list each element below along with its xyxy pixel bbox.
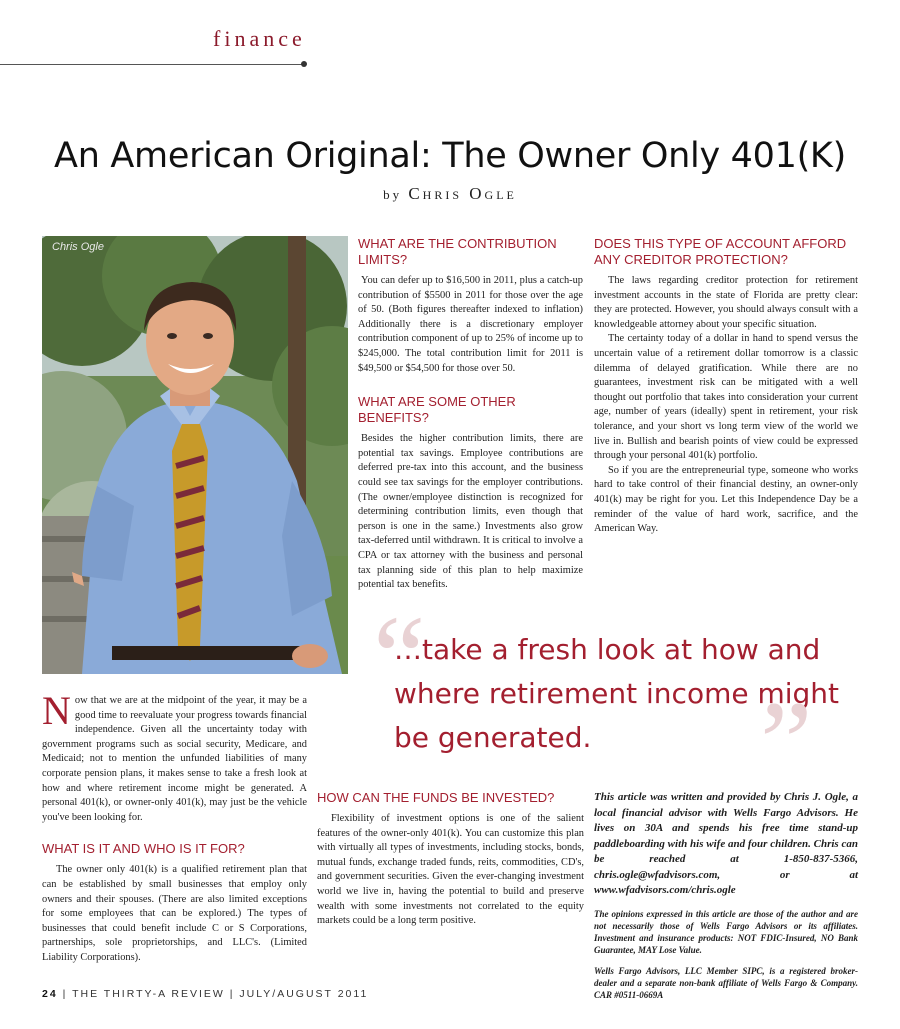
publication-name: THE THIRTY-A REVIEW [72, 988, 225, 1000]
issue-date: JULY/AUGUST 2011 [239, 988, 369, 1000]
footer-separator: | [62, 988, 68, 1000]
creditor-protection-p3: So if you are the entrepreneurial type, someone who works hard to take control of their financial destiny, an owner-only 401(k) may be right for you. Let this Independence Day be a reminder of the value of hard work, sacrifice, and the American Way. [594, 464, 858, 535]
pull-quote: …take a fresh look at how and where retirement income might be generated. [394, 633, 840, 754]
column-left [42, 688, 307, 966]
photo-credit: Chris Ogle [52, 241, 104, 253]
section-label: finance [213, 26, 306, 51]
author-bio [594, 790, 858, 1001]
page-number: 24 [42, 988, 58, 1000]
heading-other-benefits: WHAT ARE SOME OTHER BENEFITS? [358, 394, 516, 426]
creditor-protection-p1: The laws regarding creditor protection for retirement investment accounts in the state of Florida are pretty clear: they are protected. However, you should always consult with a knowledgeable attorney about your specific situation. [594, 275, 858, 330]
page-footer [42, 988, 368, 1000]
author-photo-illustration [42, 236, 348, 674]
article-title: An American Original: The Owner Only 401(K) [54, 136, 846, 176]
column-invested [317, 790, 584, 929]
byline-by: by [383, 187, 403, 202]
byline-author: Chris Ogle [408, 184, 517, 203]
heading-contribution-limits: WHAT ARE THE CONTRIBUTION LIMITS? [358, 236, 557, 267]
intro-text: ow that we are at the midpoint of the year, it may be a good time to reevaluate your progress towards financial independence. Given all the uncertainty today with government programs such as social security, Medicare, and Medicaid; not to mention the unfunded liabilities of many corporate pension plans, it makes sense to take a fresh look at how and where retirement income might be generated. A personal 401(k), or owner-only 401(k), may just be the vehicle you've been looking for. [42, 695, 307, 823]
column-right [594, 236, 858, 537]
footer-separator: | [229, 988, 235, 1000]
header-rule-dot [301, 61, 307, 67]
contribution-limits-text: You can defer up to $16,500 in 2011, plus a catch-up contribution of $5500 in 2011 for those over the age of 50. (Both figures thereafter indexed to inflation) Additionally there is a discretionary employer contribution component of up to 25% of income up to $245,000. The total contribution limit for 2011 is $49,500 or $54,500 for those over 50. [358, 275, 583, 374]
what-is-it-text: The owner only 401(k) is a qualified retirement plan that can be established by small businesses that employ only owners and their spouses. (There are also limited exceptions for some employees that can be explored.) The types of businesses that could benefit include C or S Corporations, partnerships, sole proprietorships, and LLC's. (Limited Liability Corporations). [42, 864, 307, 963]
heading-invested: HOW CAN THE FUNDS BE INVESTED? [317, 790, 555, 805]
disclaimer-opinions: The opinions expressed in this article are those of the author and are not necessarily those of Wells Fargo Advisors or its affiliates. Investment and insurance products: NOT FDIC-Insured, NO Bank Guarantee, MAY Lose Value. [594, 908, 858, 955]
heading-what-is-it: WHAT IS IT AND WHO IS IT FOR? [42, 841, 245, 857]
header-rule [0, 64, 303, 65]
open-quote-mark: “ [373, 591, 426, 722]
intro-paragraph [42, 688, 307, 825]
creditor-protection-p2: The certainty today of a dollar in hand to spend versus the uncertain value of a retirement dollar tomorrow is a classic dilemma of delayed gratification. While there are no guarantees, investment risk can be mitigated with a well thought out portfolio that takes into consideration your current age, number of years (ideally) spent in retirement, your risk tolerance, and your short vs long term view of the world we live in. Bullish and bearish points of view could be expressed through your personal 401(k) portfolio. [594, 333, 858, 462]
other-benefits-text: Besides the higher contribution limits, there are potential tax savings. Employee contributions are deferred pre-tax into this account, and the business could see tax savings for the employer contributions. (The owner/employee distinction is recognized for determining contribution limits, even though that person is one in the same.) Investments also grow tax-deferred until withdrawn. It is critical to involve a CPA or tax attorney with the business and personal tax planning side of this plan to help maximize potential tax benefits. [358, 433, 583, 591]
disclaimer-wells-fargo: Wells Fargo Advisors, LLC Member SIPC, is a registered broker-dealer and a separate non-bank affiliate of Wells Fargo & Company. CAR #0511-0669A [594, 965, 858, 1000]
heading-creditor-protection: DOES THIS TYPE OF ACCOUNT AFFORD ANY CREDITOR PROTECTION? [594, 236, 847, 267]
invested-text: Flexibility of investment options is one of the salient features of the owner-only 401(k). You can customize this plan with virtually all types of investments, including stocks, bonds, mutual funds, exchange traded funds, reits, commodities, CD's, and government securities. Given the ever-changing investment world we live in, having the potential to build and preserve wealth with some investments not correlated to the equity markets could be a long term positive. [317, 813, 584, 927]
byline [0, 184, 900, 204]
column-middle [358, 236, 583, 593]
drop-cap: N [42, 688, 71, 733]
close-quote-mark: ” [760, 677, 813, 808]
author-photo [42, 236, 348, 674]
bio-text: This article was written and provided by Chris J. Ogle, a local financial advisor with Wells Fargo Advisors. He lives on 30A and spends his free time stand-up paddleboarding with his wife and four children. Chris can be reached at 1-850-837-5366, chris.ogle@wfadvisors.com, or at www.wfadvisors.com/chris.ogle [594, 791, 858, 896]
